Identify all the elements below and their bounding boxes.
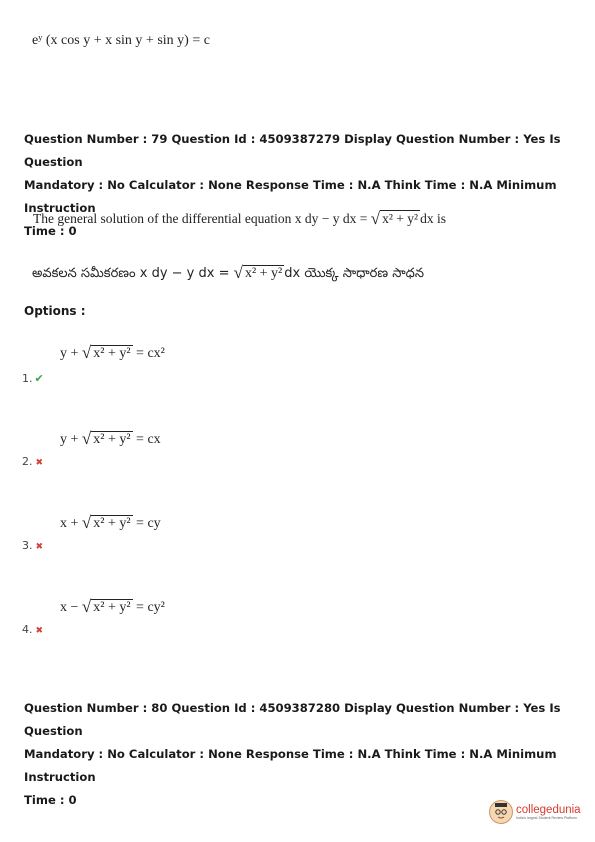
- collegedunia-logo[interactable]: [489, 800, 581, 824]
- option-prefix: x −: [60, 600, 79, 615]
- square-root: √ x² + y²: [81, 513, 131, 532]
- option-number: 1.: [22, 372, 33, 385]
- square-root: √ x² + y²: [81, 597, 131, 616]
- radicand: x² + y²: [93, 516, 131, 531]
- options-label: Options :: [24, 304, 86, 318]
- question-text-suffix: dx యొక్క సాధారణ సాధన: [284, 266, 424, 281]
- option-number: 2.: [22, 455, 33, 468]
- logo-tagline: India's largest Student Review Platform: [516, 815, 577, 820]
- radicand: x² + y²: [93, 346, 131, 361]
- option-3-number: [22, 539, 43, 552]
- meta-line: Time : 0: [24, 224, 77, 238]
- option-suffix: = cx²: [136, 346, 165, 361]
- square-root: √ x² + y²: [233, 263, 283, 282]
- question-text-prefix: అవకలన సమీకరణం x dy − y dx =: [32, 266, 230, 281]
- meta-line: Time : 0: [24, 793, 77, 807]
- meta-line: Mandatory : No Calculator : None Response Time : N.A Think Time : N.A Minimum Instruction: [24, 178, 557, 215]
- question-80-meta: [24, 697, 584, 812]
- option-1-answer[interactable]: [60, 342, 165, 362]
- question-text-english: [33, 208, 446, 228]
- checkmark-icon: ✔: [34, 372, 44, 385]
- question-text-prefix: The general solution of the differential equation x dy − y dx =: [33, 211, 368, 226]
- option-suffix: = cx: [136, 432, 161, 447]
- option-2-answer[interactable]: [60, 428, 161, 448]
- radicand: x² + y²: [382, 211, 419, 226]
- question-text-suffix: dx is: [420, 211, 446, 226]
- option-number: 3.: [22, 539, 33, 552]
- option-4-number: [22, 623, 43, 636]
- option-prefix: x +: [60, 516, 79, 531]
- radicand: x² + y²: [244, 266, 283, 281]
- cross-icon: ✖: [35, 626, 44, 636]
- option-4-answer[interactable]: [60, 596, 165, 616]
- radicand: x² + y²: [93, 600, 131, 615]
- logo-text: collegedunia: [516, 803, 581, 816]
- option-prefix: y +: [60, 432, 79, 447]
- option-number: 4.: [22, 623, 33, 636]
- square-root: √ x² + y²: [370, 209, 419, 228]
- option-suffix: = cy: [136, 516, 161, 531]
- option-prefix: y +: [60, 346, 79, 361]
- mascot-icon: [489, 800, 513, 824]
- option-1-number: [22, 372, 44, 385]
- square-root: √ x² + y²: [81, 343, 131, 362]
- square-root: √ x² + y²: [81, 429, 131, 448]
- cross-icon: ✖: [35, 542, 44, 552]
- meta-line: Mandatory : No Calculator : None Response Time : N.A Think Time : N.A Minimum Instruction: [24, 747, 557, 784]
- cross-icon: ✖: [35, 458, 44, 468]
- meta-line: Question Number : 80 Question Id : 4509387280 Display Question Number : Yes Is Question: [24, 701, 561, 738]
- question-text-telugu: [32, 262, 424, 284]
- meta-line: Question Number : 79 Question Id : 4509387279 Display Question Number : Yes Is Question: [24, 132, 561, 169]
- radicand: x² + y²: [93, 432, 131, 447]
- option-suffix: = cy²: [136, 600, 165, 615]
- top-equation: eʸ (x cos y + x sin y + sin y) = c: [32, 33, 210, 48]
- option-3-answer[interactable]: [60, 512, 161, 532]
- option-2-number: [22, 455, 43, 468]
